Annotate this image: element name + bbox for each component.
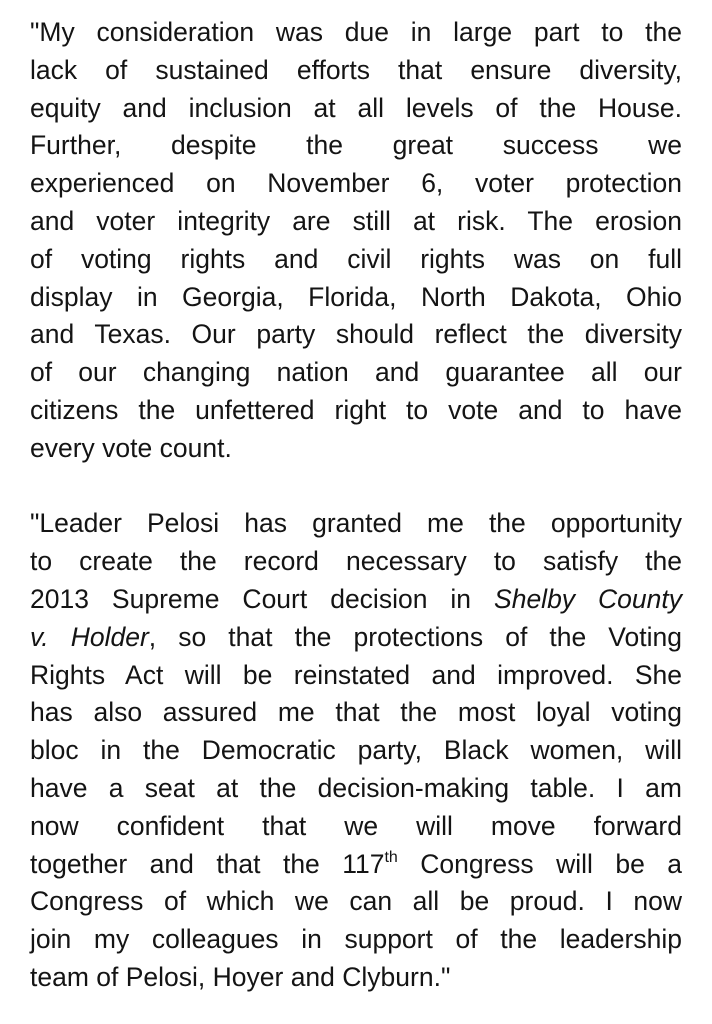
text-line: join my colleagues in support of the leadership <box>30 924 682 955</box>
text-line: display in Georgia, Florida, North Dakota, Ohio <box>30 281 682 312</box>
paragraph-2 <box>30 505 682 996</box>
text-line: has also assured me that the most loyal voting <box>30 697 682 728</box>
text-line: every vote count. <box>30 432 232 463</box>
text-line: Congress of which we can all be proud. I now <box>30 886 682 917</box>
text-line: and Texas. Our party should reflect the diversity <box>30 319 682 350</box>
text-line: "Leader Pelosi has granted me the opportunity <box>30 508 682 539</box>
text-line: lack of sustained efforts that ensure diversity, <box>30 54 682 85</box>
text-line: Rights Act will be reinstated and improved. She <box>30 659 682 690</box>
text-line: "My consideration was due in large part to the <box>30 17 682 47</box>
text-segment: Congress will be a <box>397 848 682 879</box>
text-line: and voter integrity are still at risk. The erosion <box>30 205 682 236</box>
text-line <box>30 619 682 657</box>
text-line: team of Pelosi, Hoyer and Clyburn." <box>30 961 451 992</box>
text-line: equity and inclusion at all levels of the House. <box>30 92 682 123</box>
text-line: of voting rights and civil rights was on full <box>30 243 682 274</box>
text-line: have a seat at the decision-making table. I am <box>30 772 682 803</box>
text-line: bloc in the Democratic party, Black women, will <box>30 735 682 766</box>
text-line: Further, despite the great success we <box>30 130 682 161</box>
text-line: now confident that we will move forward <box>30 810 682 841</box>
case-name-italic: v. Holder <box>30 621 149 652</box>
text-line <box>30 581 682 619</box>
text-line: citizens the unfettered right to vote and to have <box>30 394 682 425</box>
text-line: of our changing nation and guarantee all our <box>30 357 682 388</box>
text-segment: together and that the 117 <box>30 848 385 879</box>
ordinal-suffix: th <box>384 848 398 866</box>
text-line: experienced on November 6, voter protection <box>30 168 682 199</box>
text-segment: 2013 Supreme Court decision in <box>30 583 495 614</box>
paragraph-1 <box>30 14 682 468</box>
text-segment: , so that the protections of the Voting <box>148 621 682 652</box>
text-line <box>30 846 682 884</box>
text-line: to create the record necessary to satisfy the <box>30 546 682 577</box>
case-name-italic: Shelby County <box>494 583 682 614</box>
statement-document <box>30 14 682 997</box>
